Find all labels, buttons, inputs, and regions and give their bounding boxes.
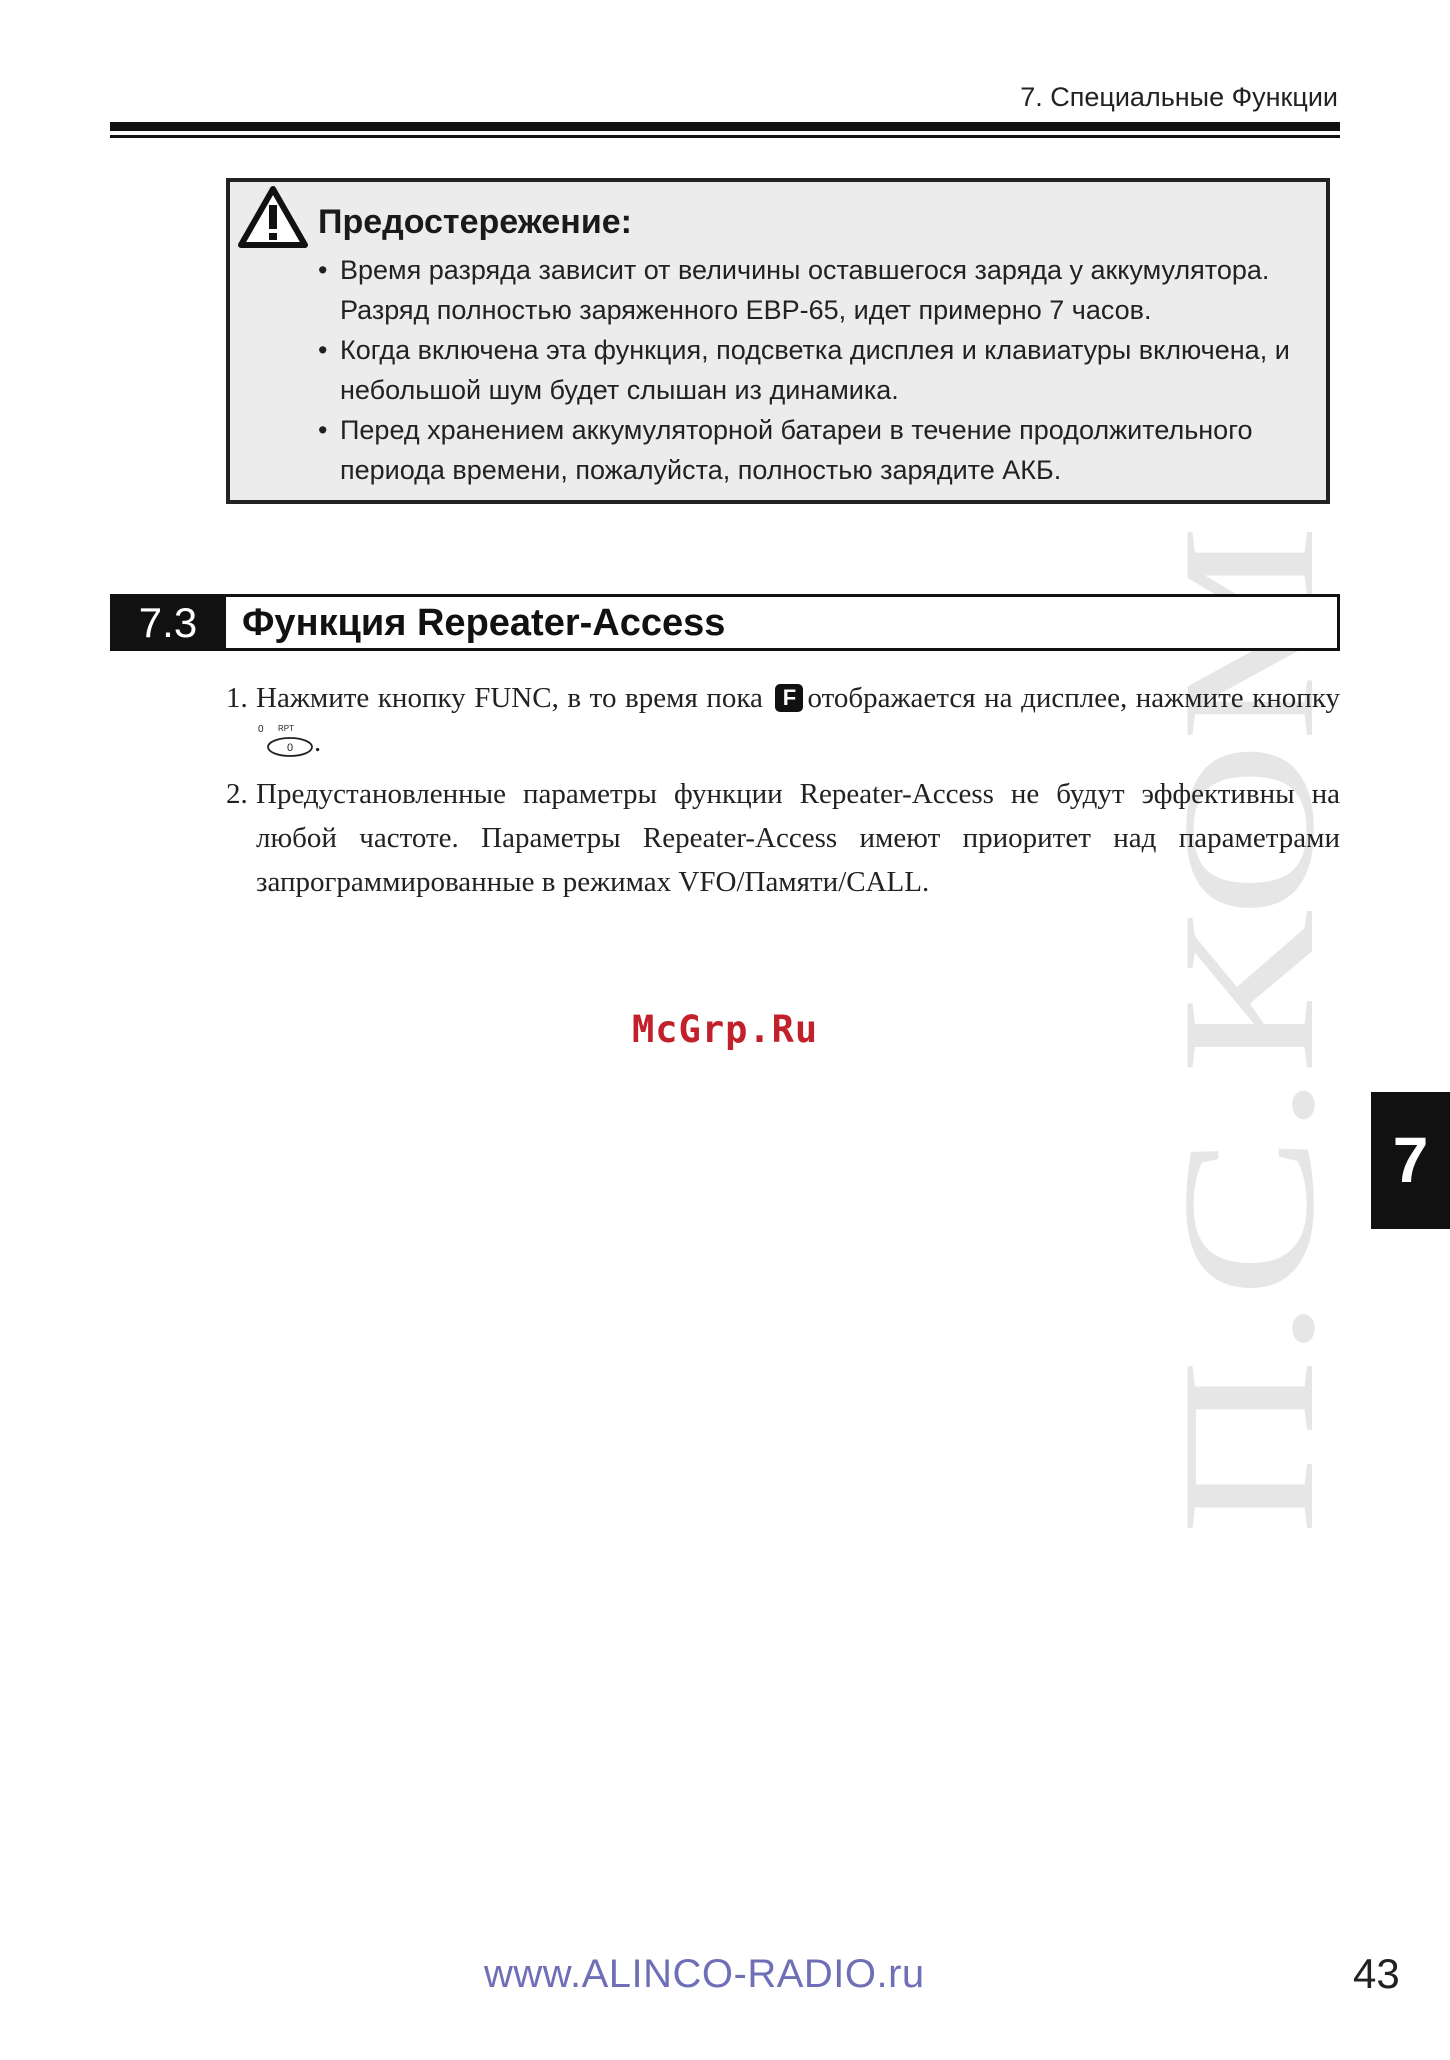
caution-item-text: Время разряда зависит от величины оставшегося заряда у аккумулятора. Разряд полностью заряженного EBP-65, идет примерно 7 часов. [340, 255, 1270, 325]
side-watermark-text: П.С.КОМ [1144, 747, 1354, 1535]
header-rule-thin [110, 135, 1340, 138]
bullet: • [318, 335, 328, 365]
caution-title: Предостережение: [318, 203, 632, 241]
caution-item-text: Перед хранением аккумуляторной батареи в течение продолжительного периода времени, пожалуйста, полностью зарядите АКБ. [340, 415, 1253, 485]
step-text: . [314, 726, 322, 758]
caution-item [318, 250, 1328, 330]
running-header: 7. Специальные Функции [1020, 82, 1338, 112]
caution-item [318, 330, 1328, 410]
key-label: 0 [287, 742, 294, 754]
caution-item [318, 410, 1328, 490]
bullet: • [318, 255, 328, 285]
watermark-site: McGrp.Ru [632, 1008, 819, 1051]
key-label-top-right: RPT [278, 724, 294, 733]
step-text: отображается на дисплее, нажмите кнопку [807, 682, 1340, 714]
step-text: Предустановленные параметры функции Repeater-Access не будут эффективны на любой частоте. Параметры Repeater-Access имеют приоритет над параметрами запрограммированные в режимах VFO/Памяти/CALL. [256, 778, 1340, 898]
section-number: 7.3 [110, 594, 226, 651]
step-item [226, 676, 1340, 764]
page-number: 43 [1353, 1950, 1400, 1997]
step-number: 1. [226, 682, 248, 714]
header-rule-thick [110, 122, 1340, 131]
key-label-top-left: 0 [258, 724, 264, 735]
steps-list [226, 676, 1340, 912]
caution-item-text: Когда включена эта функция, подсветка дисплея и клавиатуры включена, и небольшой шум будет слышан из динамика. [340, 335, 1290, 405]
bullet: • [318, 415, 328, 445]
step-item [226, 772, 1340, 904]
rpt-key-icon [256, 723, 314, 757]
warning-icon [238, 185, 308, 249]
chapter-tab: 7 [1371, 1092, 1450, 1229]
function-badge-icon: F [775, 684, 803, 712]
footer-url-link[interactable]: www.ALINCO-RADIO.ru [484, 1952, 925, 1996]
section-title: Функция Repeater-Access [242, 602, 726, 644]
caution-list [318, 250, 1328, 490]
side-watermark [1144, 515, 1354, 1545]
step-number: 2. [226, 778, 248, 810]
step-text: Нажмите кнопку FUNC, в то время пока [256, 682, 763, 714]
